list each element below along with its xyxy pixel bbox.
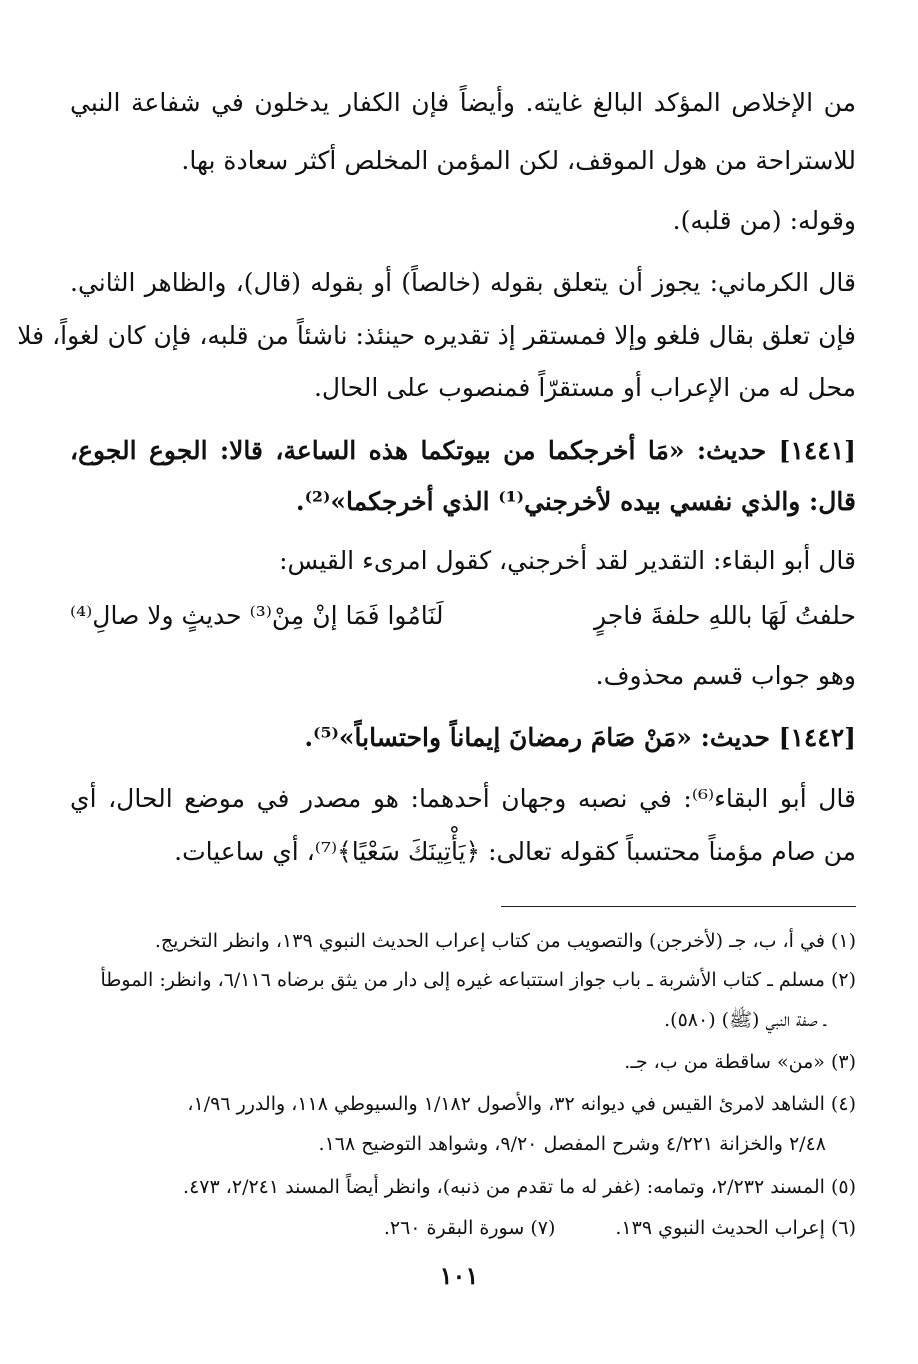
footnote-3: (٣) «من» ساقطة من ب، جـ.: [624, 1051, 856, 1073]
footnote-4-line-1: (٤) الشاهد لامرئ القيس في ديوانه ٣٢، والأصول ١/١٨٢ والسيوطي ١١٨، والدرر ١/٩٦،: [187, 1093, 856, 1115]
footnote-6-7-line: [70, 1213, 856, 1243]
paragraph-2-line-1: وقوله: (من قلبه).: [672, 206, 856, 235]
paragraph-3-line-1: قال الكرماني: يجوز أن يتعلق بقوله (خالصاً) أو بقوله (قال)، والظاهر الثاني.: [70, 268, 856, 297]
footnote-6: (٦) إعراب الحديث النبوي ١٣٩.: [615, 1217, 856, 1239]
footnote-separator: [501, 906, 856, 907]
paragraph-6-line-2: من صام مؤمناً محتسباً كقوله تعالى: ﴿يَأْتِينَكَ سَعْيًا﴾⁽⁷⁾، أي ساعيات.: [174, 837, 856, 866]
paragraph-1-line-2: للاستراحة من هول الموقف، لكن المؤمن المخلص أكثر سعادة بها.: [181, 146, 856, 175]
paragraph-4-line-1: قال أبو البقاء: التقدير لقد أخرجني، كقول امرىء القيس:: [279, 546, 856, 575]
paragraph-5-line-1: وهو جواب قسم محذوف.: [595, 661, 856, 690]
paragraph-6-line-1: قال أبو البقاء⁽⁶⁾: في نصبه وجهان أحدهما: هو مصدر في موضع الحال، أي: [70, 784, 857, 813]
verse-second-hemistich: لَنَامُوا فَمَا إنْ مِنْ⁽³⁾ حديثٍ ولا صالِ⁽⁴⁾: [70, 601, 444, 630]
verse-first-hemistich: حلفتُ لَهَا باللهِ حلفةَ فاجرٍ: [594, 601, 856, 630]
hadith-1441-line-1: [١٤٤١] حديث: «مَا أخرجكما من بيوتكما هذه الساعة، قالا: الجوع الجوع،: [70, 436, 856, 465]
footnote-2-line-2: ـ صفة النبي (ﷺ) (٥٨٠).: [664, 1009, 826, 1031]
hadith-1441-line-2: قال: والذي نفسي بيده لأخرجني⁽¹⁾ الذي أخرجكما»⁽²⁾.: [295, 487, 856, 516]
paragraph-1-line-1: من الإخلاص المؤكد البالغ غايته. وأيضاً فإن الكفار يدخلون في شفاعة النبي: [70, 88, 856, 117]
footnote-1: (١) في أ، ب، جـ (لأخرجن) والتصويب من كتاب إعراب الحديث النبوي ١٣٩، وانظر التخريج.: [154, 930, 856, 952]
footnote-5: (٥) المسند ٢/٢٣٢، وتمامه: (غفر له ما تقدم من ذنبه)، وانظر أيضاً المسند ٢/٢٤١، ٤٧٣.: [183, 1176, 856, 1198]
poetry-verse: [70, 598, 856, 634]
paragraph-3-line-2: فإن تعلق بقال فلغو وإلا فمستقر إذ تقديره حينئذ: ناشئاً من قلبه، فإن كان لغواً، فلا: [17, 321, 856, 350]
footnote-2-line-1: (٢) مسلم ـ كتاب الأشربة ـ باب جواز استتباعه غيره إلى دار من يثق برضاه ٦/١١٦، وانظر: الموطأ: [100, 969, 856, 991]
hadith-1442-line-1: [١٤٤٢] حديث: «مَنْ صَامَ رمضانَ إيماناً واحتساباً»⁽⁵⁾.: [304, 723, 856, 752]
footnote-7: (٧) سورة البقرة ٢٦٠.: [383, 1217, 556, 1239]
footnote-4-line-2: ٢/٤٨ والخزانة ٤/٢٢١ وشرح المفصل ٩/٢٠، وشواهد التوضيح ١٦٨.: [318, 1133, 826, 1155]
paragraph-3-line-3: محل له من الإعراب أو مستقرّاً فمنصوب على الحال.: [313, 373, 856, 402]
page-number: ١٠١: [439, 1261, 479, 1290]
